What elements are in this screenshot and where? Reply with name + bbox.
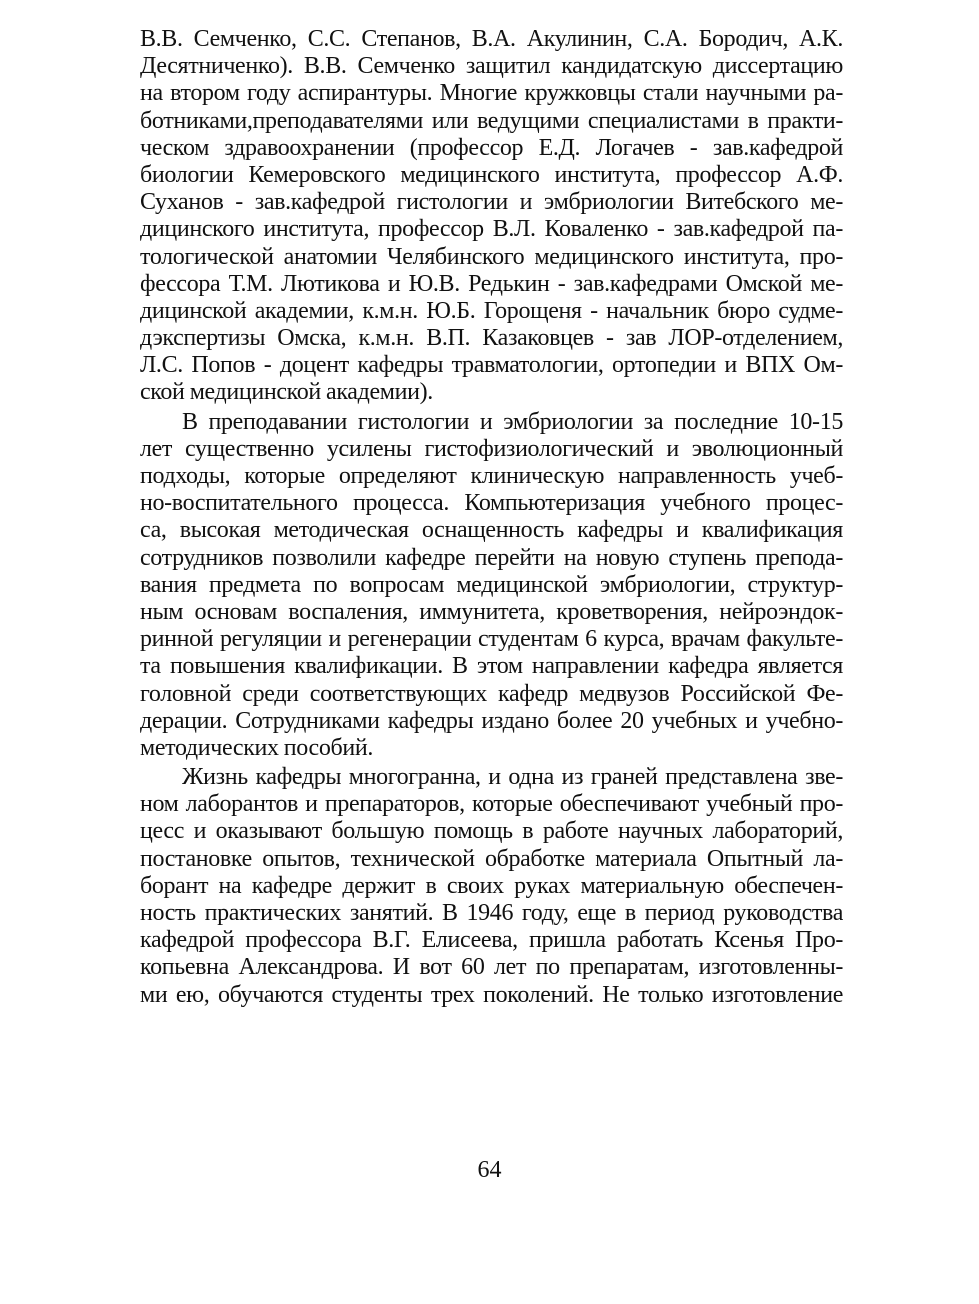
text-line: ми ею, обучаются студенты трех поколений. Не только изготовление xyxy=(140,981,843,1008)
text-line: та повышения квалификации. В этом направлении кафедра является xyxy=(140,653,843,680)
text-line: ринной регуляции и регенерации студентам 6 курса, врачам факульте- xyxy=(140,626,843,653)
page-number: 64 xyxy=(477,1157,502,1183)
text-line: дэкспертизы Омска, к.м.н. В.П. Казаковцев - зав ЛОР-отделением, xyxy=(140,325,843,352)
text-line: борант на кафедре держит в своих руках материальную обеспечен- xyxy=(140,872,843,899)
text-line: дицинского института, профессор В.Л. Коваленко - зав.кафедрой па- xyxy=(140,216,843,243)
text-line: кафедрой профессора В.Г. Елисеева, пришла работать Ксенья Про- xyxy=(140,927,843,954)
text-line: са, высокая методическая оснащенность кафедры и квалификация xyxy=(140,517,843,544)
text-line: на втором году аспирантуры. Многие кружковцы стали научными ра- xyxy=(140,80,843,107)
text-line: копьевна Александрова. И вот 60 лет по препаратам, изготовленны- xyxy=(140,954,843,981)
text-line: вания предмета по вопросам медицинской эмбриологии, структур- xyxy=(140,571,843,598)
text-line: ным основам воспаления, иммунитета, кроветворения, нейроэндок- xyxy=(140,598,843,625)
text-line: тологической анатомии Челябинского медицинского института, про- xyxy=(140,243,843,270)
text-line: ческом здравоохранении (профессор Е.Д. Логачев - зав.кафедрой xyxy=(140,134,843,161)
text-line: Суханов - зав.кафедрой гистологии и эмбриологии Витебского ме- xyxy=(140,189,843,216)
paragraph-2 xyxy=(140,409,843,762)
text-line: Л.С. Попов - доцент кафедры травматологии, ортопедии и ВПХ Ом- xyxy=(140,352,843,379)
text-line: ность практических занятий. В 1946 году, еще в период руководства xyxy=(140,900,843,926)
page-body-text xyxy=(140,26,843,1009)
text-line: фессора Т.М. Лютикова и Ю.В. Редькин - зав.кафедрами Омской ме- xyxy=(140,270,843,297)
text-line: головной среди соответствующих кафедр медвузов Российской Фе- xyxy=(140,680,843,707)
text-line: Десятниченко). В.В. Семченко защитил кандидатскую диссертацию xyxy=(140,53,843,80)
text-line: дицинской академии, к.м.н. Ю.Б. Горощеня - начальник бюро судме- xyxy=(140,297,843,324)
text-line: подходы, которые определяют клиническую направленность учеб- xyxy=(140,463,843,489)
text-line: В преподавании гистологии и эмбриологии за последние 10-15 xyxy=(182,408,843,435)
text-line: постановке опытов, технической обработке материала Опытный ла- xyxy=(140,845,843,872)
text-line: сотрудников позволили кафедре перейти на новую ступень препода- xyxy=(140,544,843,571)
text-line: ской медицинской академии). xyxy=(140,379,433,406)
text-line: но-воспитательного процесса. Компьютеризация учебного процес- xyxy=(140,490,843,517)
text-line: методических пособий. xyxy=(140,734,373,761)
paragraph-3 xyxy=(140,764,843,1009)
text-line: лет существенно усилены гистофизиологический и эволюционный xyxy=(140,435,843,462)
text-line: Жизнь кафедры многогранна, и одна из граней представлена зве- xyxy=(182,764,843,791)
text-line: В.В. Семченко, С.С. Степанов, В.А. Акулинин, С.А. Бородич, А.К. xyxy=(140,26,843,52)
text-line: ном лаборантов и препараторов, которые обеспечивают учебный про- xyxy=(140,791,843,818)
text-line: биологии Кемеровского медицинского института, профессор А.Ф. xyxy=(140,161,843,188)
text-line: дерации. Сотрудниками кафедры издано более 20 учебных и учебно- xyxy=(140,707,843,734)
paragraph-1 xyxy=(140,26,843,407)
text-line: ботниками,преподавателями или ведущими специалистами в практи- xyxy=(140,107,843,134)
text-line: цесс и оказывают большую помощь в работе научных лабораторий, xyxy=(140,818,843,845)
